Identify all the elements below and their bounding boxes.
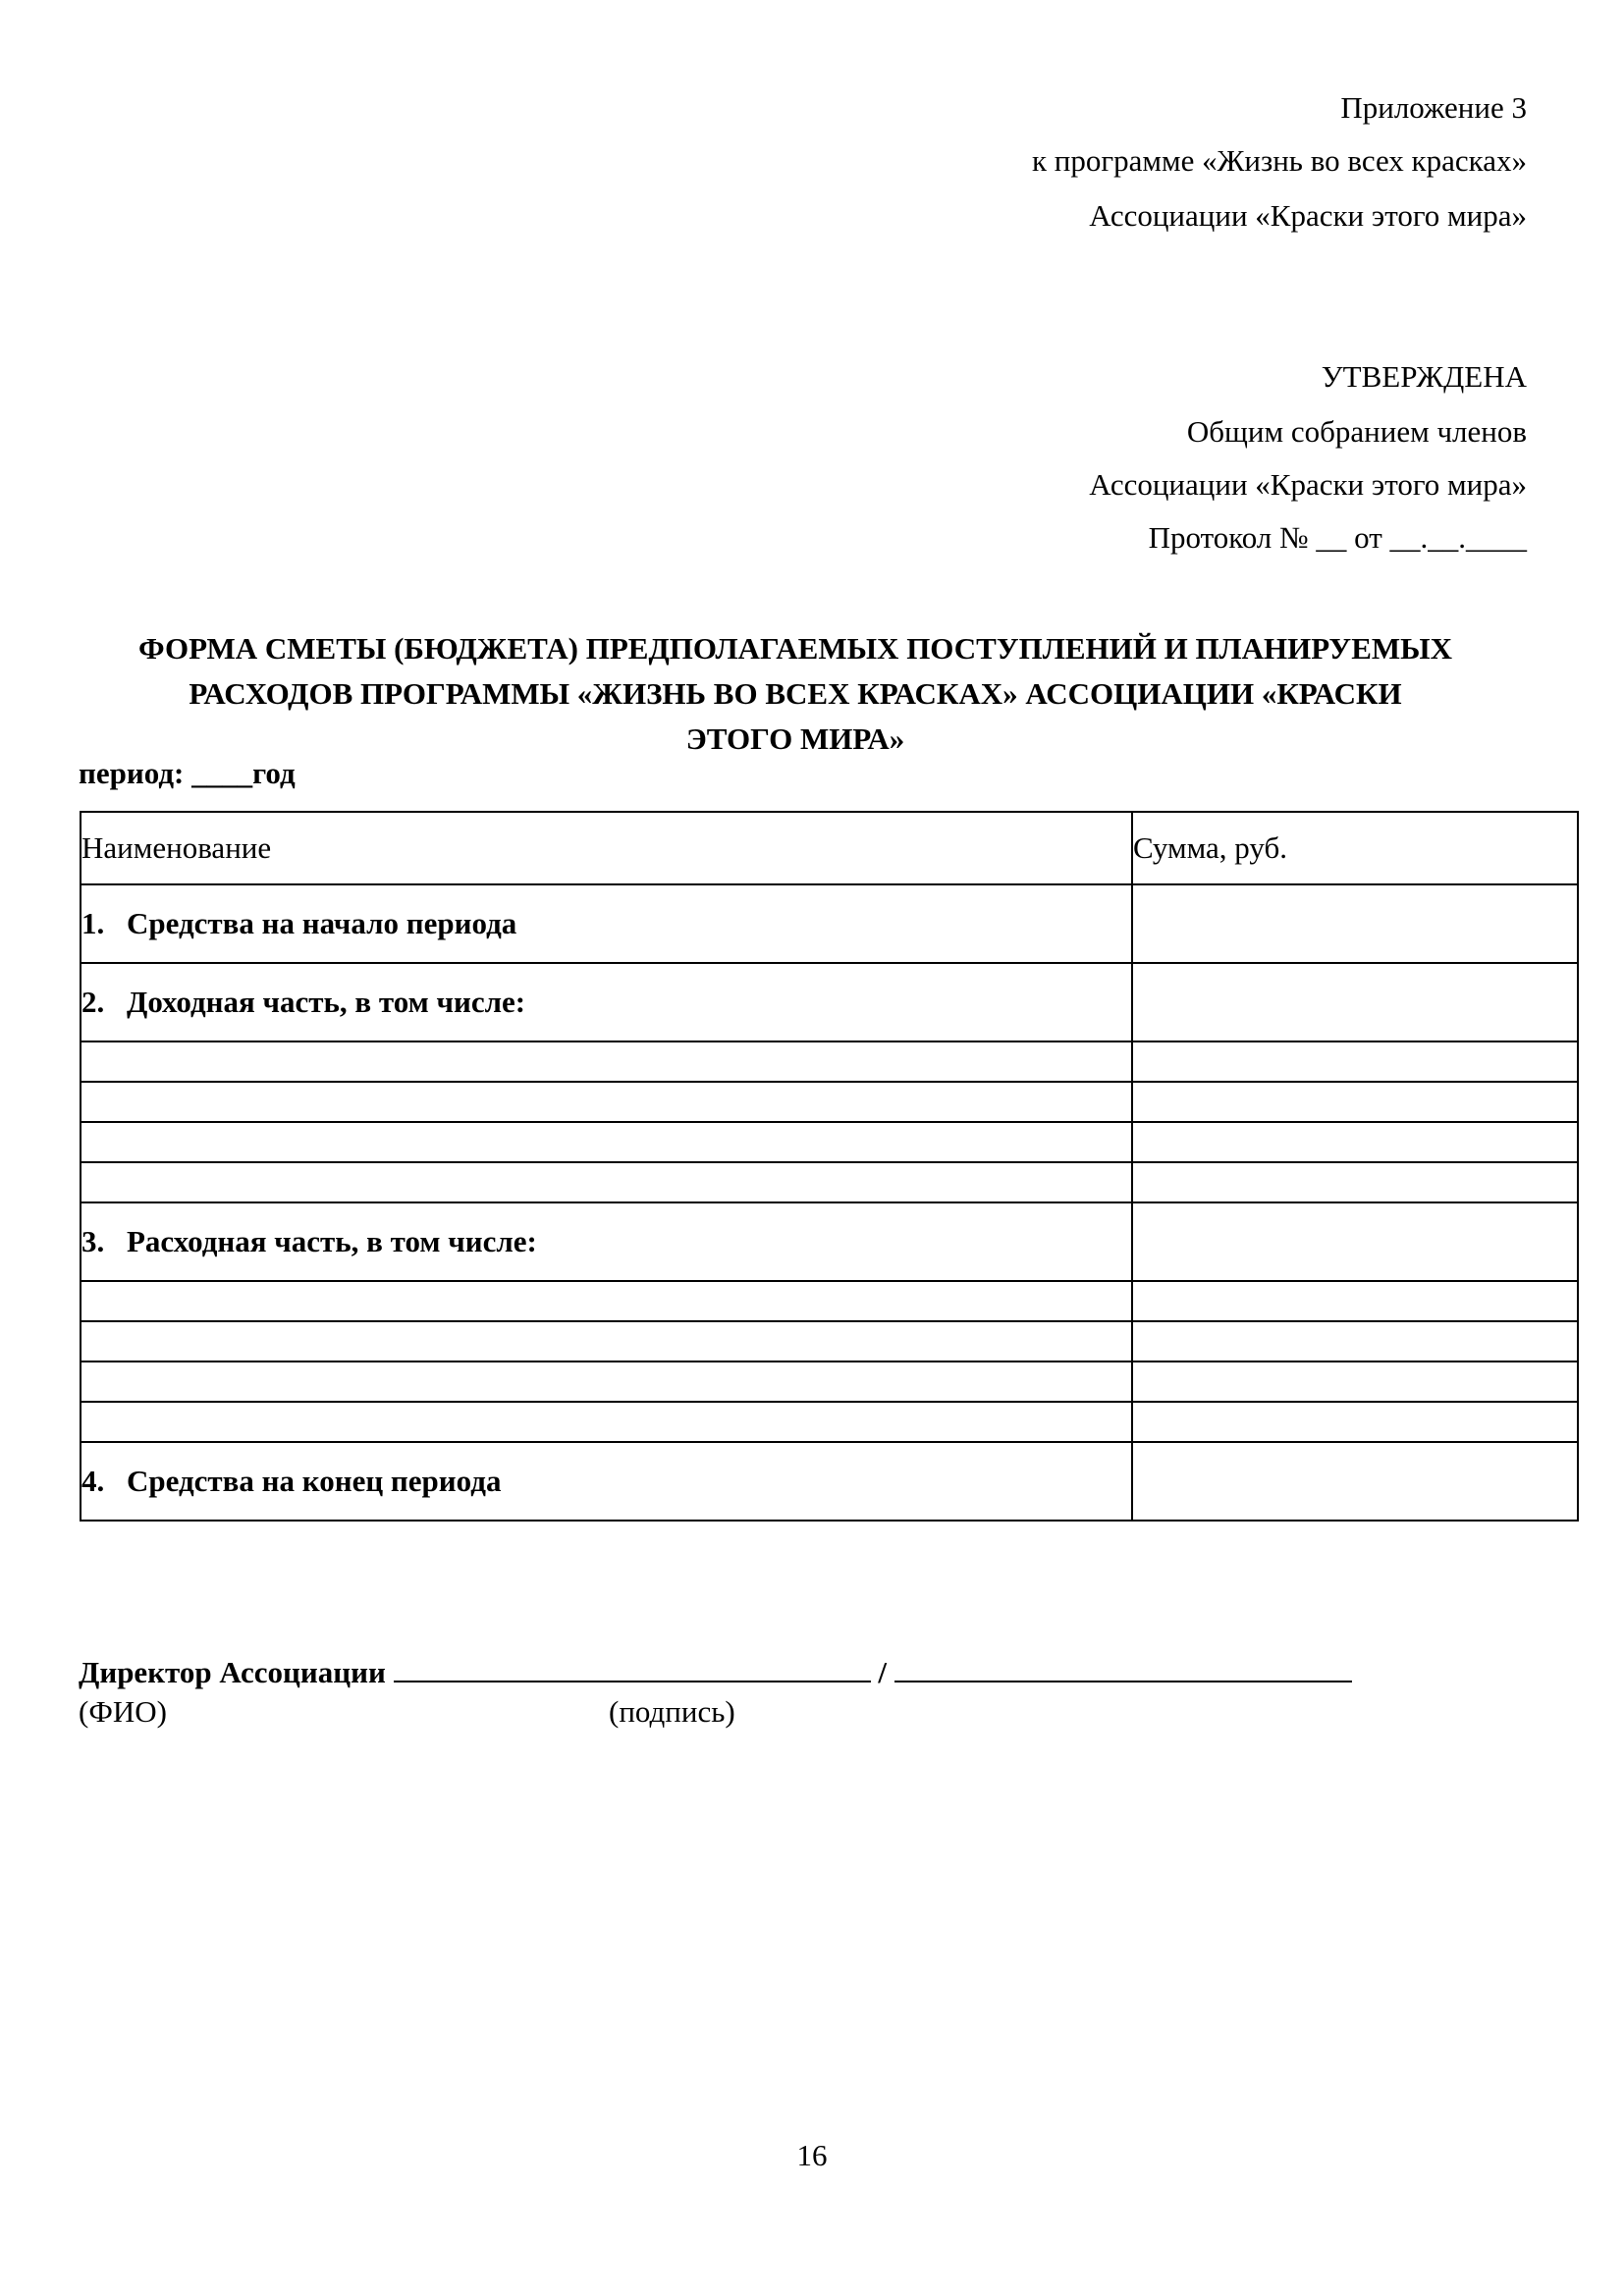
name-cell[interactable] <box>81 1041 1132 1082</box>
table-row <box>81 1281 1578 1321</box>
section-label: Доходная часть, в том числе: <box>127 985 526 1019</box>
caption-fio: (ФИО) <box>79 1694 167 1729</box>
section-number: 4. <box>81 1464 105 1498</box>
name-cell[interactable] <box>81 1281 1132 1321</box>
appendix-line-2: к программе «Жизнь во всех красках» <box>1031 143 1527 178</box>
section-name-cell <box>81 1442 1132 1521</box>
amount-cell[interactable] <box>1132 1122 1578 1162</box>
column-header-name: Наименование <box>81 812 1132 884</box>
table-row <box>81 1041 1578 1082</box>
amount-cell[interactable] <box>1132 1082 1578 1122</box>
signature-blank[interactable] <box>894 1655 1352 1682</box>
section-name-cell <box>81 1202 1132 1281</box>
signature-line <box>79 1655 1352 1690</box>
amount-cell[interactable] <box>1132 963 1578 1041</box>
appendix-line-1: Приложение 3 <box>1340 90 1527 125</box>
amount-cell[interactable] <box>1132 1321 1578 1362</box>
title-line-1: ФОРМА СМЕТЫ (БЮДЖЕТА) ПРЕДПОЛАГАЕМЫХ ПОСТУПЛЕНИЙ И ПЛАНИРУЕМЫХ <box>138 631 1452 666</box>
name-cell[interactable] <box>81 1402 1132 1442</box>
table-row <box>81 1122 1578 1162</box>
approval-line-1: УТВЕРЖДЕНА <box>1321 359 1527 394</box>
title-line-3: ЭТОГО МИРА» <box>685 721 905 756</box>
section-number: 2. <box>81 985 105 1019</box>
section-name-cell <box>81 884 1132 963</box>
name-blank[interactable] <box>394 1655 871 1682</box>
name-cell[interactable] <box>81 1321 1132 1362</box>
caption-signature: (подпись) <box>609 1694 735 1729</box>
amount-cell[interactable] <box>1132 1442 1578 1521</box>
table-row <box>81 1362 1578 1402</box>
period-label: период: ____год <box>79 756 296 790</box>
document-title <box>79 626 1512 762</box>
section-number: 3. <box>81 1224 105 1258</box>
section-label: Средства на конец периода <box>127 1464 502 1498</box>
amount-cell[interactable] <box>1132 1162 1578 1202</box>
section-number: 1. <box>81 906 105 940</box>
table-row <box>81 1321 1578 1362</box>
section-row-expenses <box>81 1202 1578 1281</box>
amount-cell[interactable] <box>1132 884 1578 963</box>
section-label: Средства на начало периода <box>127 906 517 940</box>
section-row-closing-funds <box>81 1442 1578 1521</box>
amount-cell[interactable] <box>1132 1281 1578 1321</box>
appendix-line-3: Ассоциации «Краски этого мира» <box>1089 198 1527 233</box>
name-cell[interactable] <box>81 1162 1132 1202</box>
section-row-opening-funds <box>81 884 1578 963</box>
approval-line-3: Ассоциации «Краски этого мира» <box>1089 467 1527 502</box>
amount-cell[interactable] <box>1132 1402 1578 1442</box>
column-header-sum: Сумма, руб. <box>1132 812 1578 884</box>
title-line-2: РАСХОДОВ ПРОГРАММЫ «ЖИЗНЬ ВО ВСЕХ КРАСКАХ» АССОЦИАЦИИ «КРАСКИ <box>189 676 1402 711</box>
section-name-cell <box>81 963 1132 1041</box>
section-row-income <box>81 963 1578 1041</box>
table-header-row <box>81 812 1578 884</box>
table-row <box>81 1082 1578 1122</box>
budget-table <box>80 811 1579 1522</box>
amount-cell[interactable] <box>1132 1362 1578 1402</box>
director-label: Директор Ассоциации <box>79 1655 386 1689</box>
name-cell[interactable] <box>81 1082 1132 1122</box>
amount-cell[interactable] <box>1132 1041 1578 1082</box>
table-row <box>81 1402 1578 1442</box>
table-row <box>81 1162 1578 1202</box>
page-number: 16 <box>796 2138 828 2172</box>
name-cell[interactable] <box>81 1362 1132 1402</box>
amount-cell[interactable] <box>1132 1202 1578 1281</box>
signature-separator: / <box>878 1655 887 1689</box>
protocol-line: Протокол № __ от __.__.____ <box>1148 520 1527 555</box>
approval-line-2: Общим собранием членов <box>1186 414 1527 449</box>
name-cell[interactable] <box>81 1122 1132 1162</box>
section-label: Расходная часть, в том числе: <box>127 1224 537 1258</box>
